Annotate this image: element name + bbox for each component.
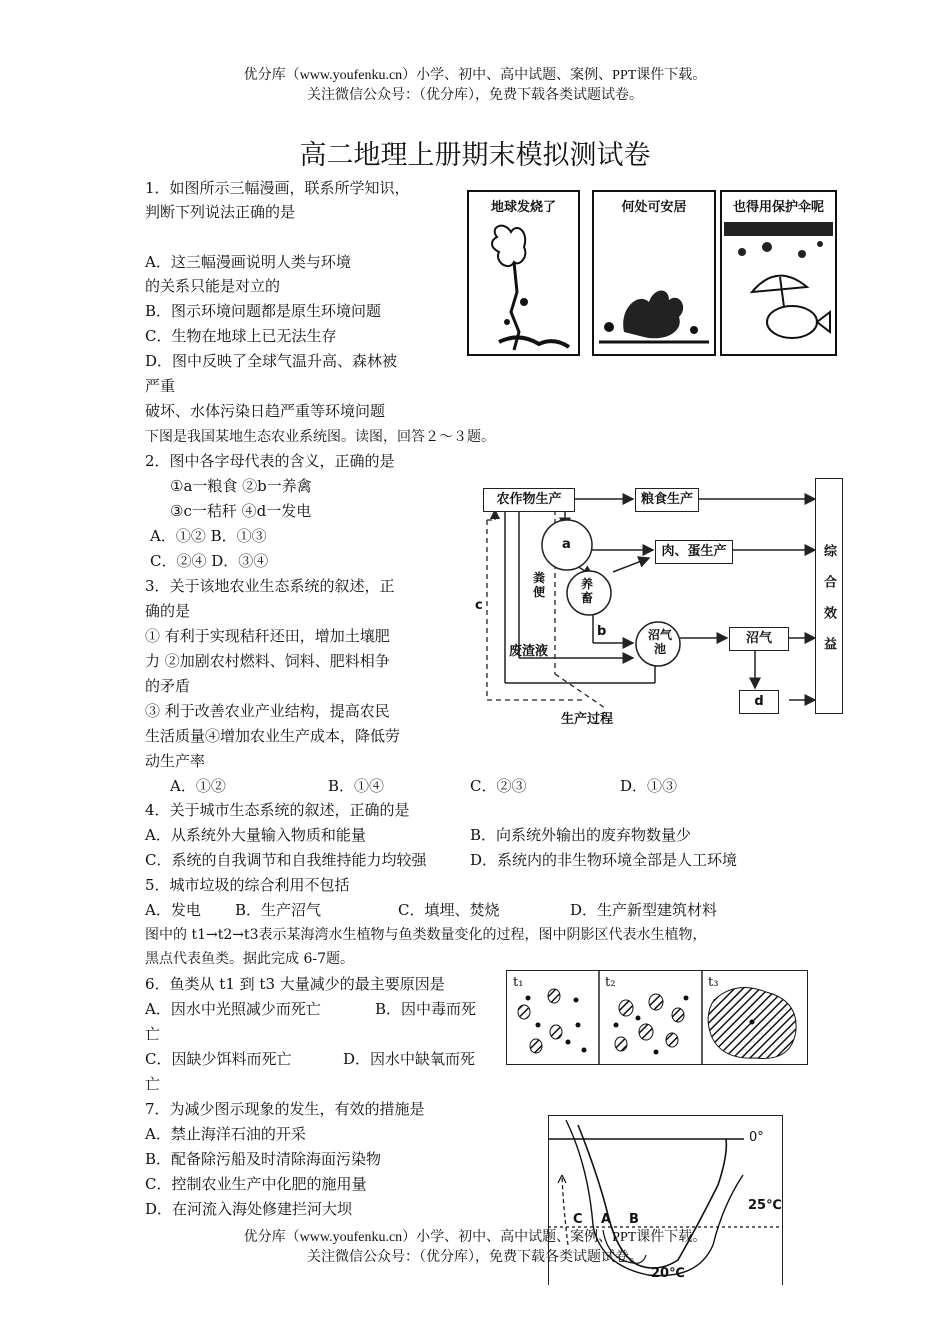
node-d: d [739,690,779,714]
q7-option-c: C．控制农业生产中化肥的施用量 [145,1175,367,1193]
label-c: c [475,598,483,613]
node-grain-production: 粮食生产 [635,488,699,512]
q1-stem-1: 1．如图所示三幅漫画，联系所学知识， [145,179,410,197]
q3-option-d: D．①③ [620,777,678,795]
label-livestock: 养畜 [581,577,594,605]
label-a: a [562,537,571,552]
q4-stem: 4．关于城市生态系统的叙述，正确的是 [145,801,410,819]
header-line-2: 关注微信公众号：（优分库），免费下载各类试题试卷。 [307,88,643,103]
fish-plant-change-figure [506,970,808,1065]
q4-option-b: B．向系统外输出的废弃物数量少 [470,826,692,844]
label-manure: 粪便 [533,571,546,599]
q3-option-b: B．①④ [328,777,385,795]
page-title: 高二地理上册期末模拟测试卷 [299,140,651,171]
intro-q6-q7-line-2: 黑点代表鱼类。据此完成 6-7题。 [145,951,354,967]
intro-q2-q3: 下图是我国某地生态农业系统图。读图，回答２～３题。 [145,429,495,445]
q3-option-a: A．①② [170,777,226,795]
header-line-1: 优分库（www.youfenku.cn）小学、初中、高中试题、案例、PPT课件下载。 [243,68,707,83]
q1-option-b: B．图示环境问题都是原生环境问题 [145,302,382,320]
q1-stem-2: 判断下列说法正确的是 [145,203,296,221]
q2-options-cd: C．②④ D．③④ [150,552,269,570]
label-b: b [597,624,607,639]
q3-line-3: ① 有利于实现秸秆还田，增加土壤肥 [145,627,390,645]
fish-umbrella-illustration [722,192,835,354]
q5-option-c: C．填埋、焚烧 [398,901,500,919]
temp-label-25: 25℃ [748,1198,782,1213]
footer-line-1: 优分库（www.youfenku.cn）小学、初中、高中试题、案例、PPT课件下载。 [243,1230,707,1245]
q4-option-a: A．从系统外大量输入物质和能量 [145,826,366,844]
q6-option-b-1: B．因中毒而死 [375,1000,477,1018]
diagram-arrows [465,478,845,726]
temp-label-20: 20℃ [651,1266,685,1281]
node-crop-production: 农作物生产 [483,488,575,512]
q1-option-c: C．生物在地球上已无法生存 [145,327,337,345]
temp-label-0: 0° [749,1130,764,1145]
point-a-label: A [601,1212,612,1227]
cartoon-caption-2: 何处可安居 [621,200,687,215]
animal-illustration [594,192,714,354]
node-meat-egg-production: 肉、蛋生产 [655,540,733,564]
q1-option-d-1: D．图中反映了全球气温升高、森林被 [145,352,398,370]
point-c-label: C [573,1212,583,1227]
q3-option-c: C．②③ [470,777,527,795]
q4-option-c: C．系统的自我调节和自我维持能力均较强 [145,851,427,869]
q1-option-a-2: 的关系只能是对立的 [145,277,281,295]
q4-option-d: D．系统内的非生物环境全部是人工环境 [470,851,738,869]
q3-line-6: ③ 利于改善农业产业结构，提高农民 [145,702,390,720]
footer-line-2: 关注微信公众号：（优分库），免费下载各类试题试卷。 [307,1250,643,1265]
q3-line-1: 3．关于该地农业生态系统的叙述，正 [145,577,395,595]
intro-q6-q7-line-1: 图中的 t1→t2→t3表示某海湾水生植物与鱼类数量变化的过程，图中阴影区代表水生植物， [145,927,707,943]
q5-stem: 5．城市垃圾的综合利用不包括 [145,876,350,894]
q7-option-b: B．配备除污船及时清除海面污染物 [145,1150,382,1168]
label-residue: 废渣液 [509,644,549,659]
q6-option-b-2: 亡 [145,1025,161,1043]
q7-option-d: D．在河流入海处修建拦河大坝 [145,1200,353,1218]
cartoon-earth-fever [467,190,580,356]
q5-option-b: B．生产沼气 [235,901,322,919]
q7-stem: 7．为减少图示现象的发生，有效的措施是 [145,1100,425,1118]
cartoon-where-to-live [592,190,716,356]
q1-option-a-1: A．这三幅漫画说明人类与环境 [145,253,351,271]
q2-stem: 2．图中各字母代表的含义，正确的是 [145,452,395,470]
q5-option-d: D．生产新型建筑材料 [570,901,718,919]
label-production-process: 生产过程 [561,712,614,727]
t1-label: t₁ [513,975,524,990]
cartoon-caption-1: 地球发烧了 [490,200,556,215]
fish-plant-panels [506,970,808,1065]
label-digester: 沼气池 [648,628,673,656]
q6-option-d-2: 亡 [145,1075,161,1093]
q6-option-c: C．因缺少饵料而死亡 [145,1050,292,1068]
q3-line-8: 动生产率 [145,752,206,770]
burning-plant-illustration [469,192,578,354]
t3-label: t₃ [708,975,719,990]
cartoon-protective-umbrella [720,190,837,356]
q3-line-4: 力 ②加剧农村燃料、饲料、肥料相争 [145,652,390,670]
q1-option-d-2: 严重 [145,377,176,395]
node-comprehensive-benefit: 综合效益 [815,478,843,714]
q6-option-a: A．因水中光照减少而死亡 [145,1000,321,1018]
q7-option-a: A．禁止海洋石油的开采 [145,1125,306,1143]
q2-items-1: ①a一粮食 ②b一养禽 [170,477,312,495]
q2-items-2: ③c一秸秆 ④d一发电 [170,502,312,520]
q2-options-ab: A．①② B．①③ [150,527,267,545]
q3-line-2: 确的是 [145,602,191,620]
q6-option-d-1: D．因水中缺氧而死 [343,1050,476,1068]
q6-stem: 6．鱼类从 t1 到 t3 大量减少的最主要原因是 [145,975,445,993]
q5-option-a: A．发电 [145,901,201,919]
cartoon-caption-3: 也得用保护伞呢 [732,200,824,215]
point-b-label: B [629,1212,639,1227]
q1-option-d-3: 破坏、水体污染日趋严重等环境问题 [145,402,386,420]
q3-line-5: 的矛盾 [145,677,191,695]
q3-line-7: 生活质量④增加农业生产成本，降低劳 [145,727,401,745]
t2-label: t₂ [605,975,616,990]
eco-agriculture-diagram [465,478,845,726]
node-biogas: 沼气 [729,627,789,651]
